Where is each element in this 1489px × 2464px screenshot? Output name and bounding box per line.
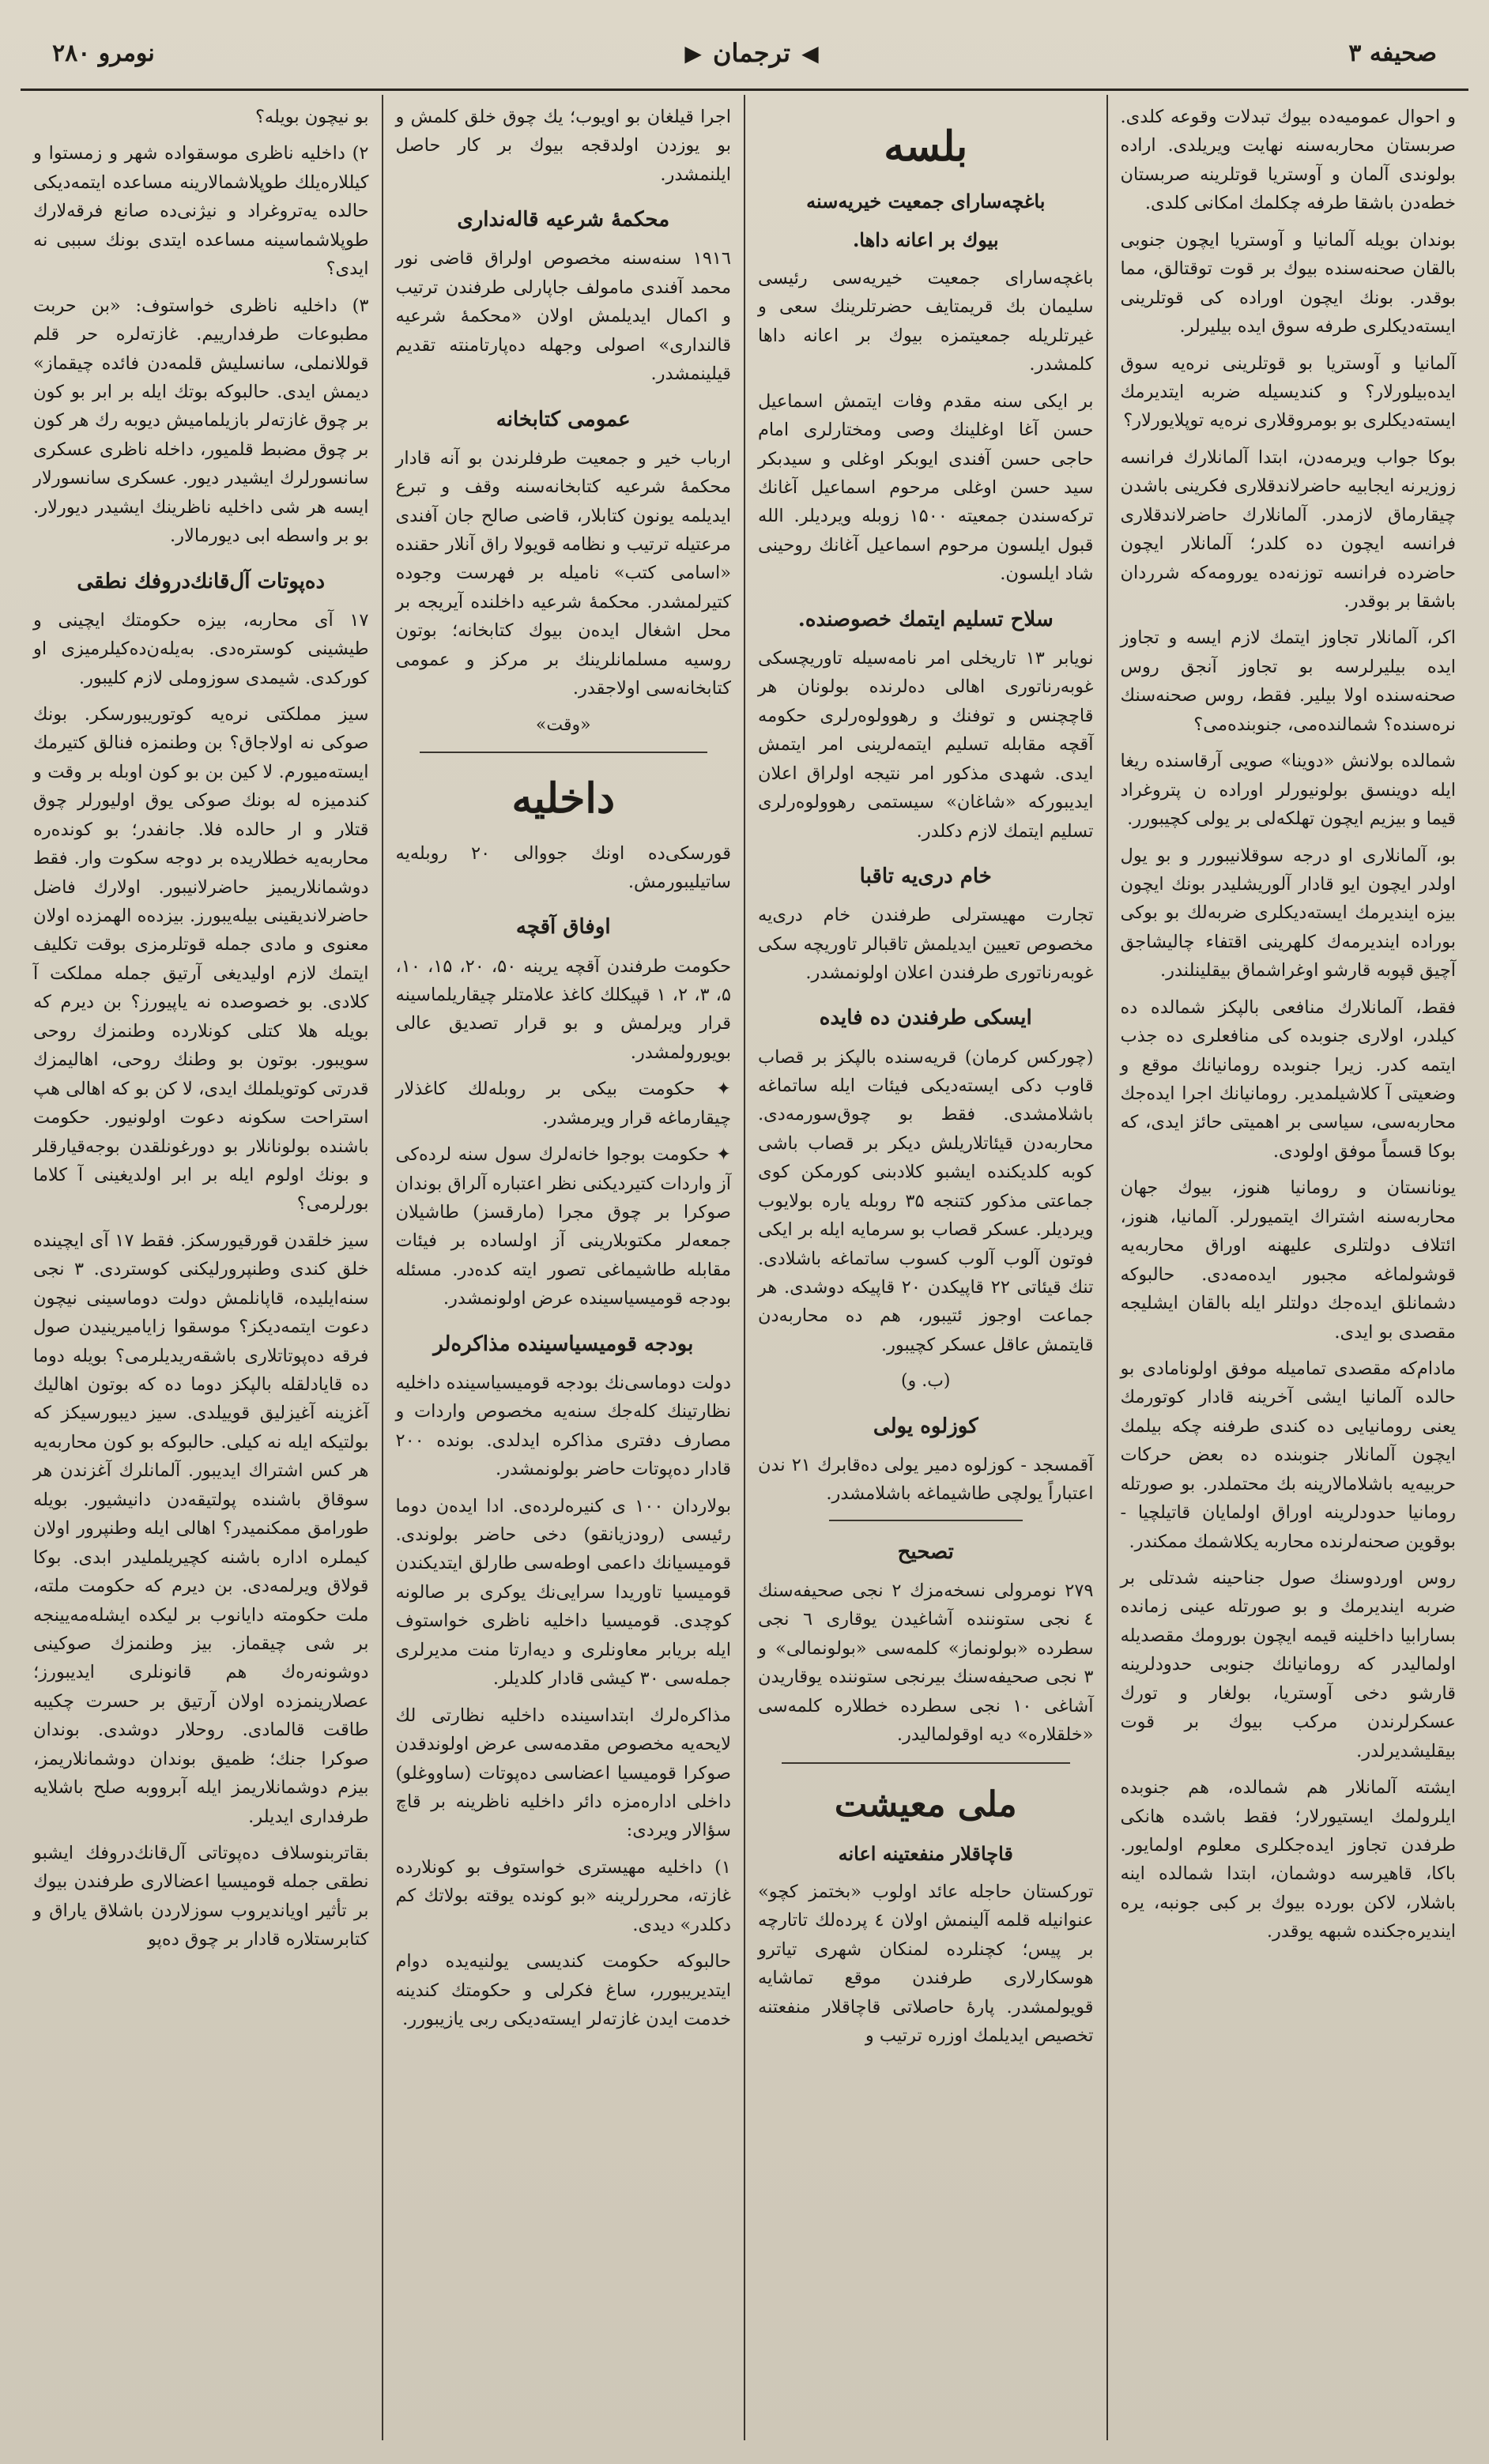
masthead — [684, 38, 818, 68]
article-heading: كوزلوه یولی — [873, 1414, 978, 1438]
paragraph: اجرا قیلغان بو اویوب؛ یك چوق خلق كلمش و بو یوزدن اولدقجه بیوك بر كار حاصل ایلنمشدر. — [395, 107, 731, 185]
paragraph: نویابر ۱۳ تاریخلی امر نامه‌سیله تاوریچسكی غوبه‌رناتوری اهالی ده‌لرنده بولونان هر قاچچنس و توفنك و رهوولوه‌رلری حكومه آقچه مقابله تسلیم ایتمه‌لرینی امر ایتمش ایدی. شهدی مذكور امر نتیجه اولراق اعلان ایدیبوركه «شاغان» سیستمی رهوولوه‌رلری تسلیم ایتمك لازم دكلدر. — [758, 647, 1094, 842]
paragraph-text: حكومت بیكی بر روبله‌لك كاغذلار چیقارماغه قرار ویرمشدر. — [395, 1079, 731, 1128]
paragraph: (چوركس كرمان) قریه‌سنده بالپكز بر قصاب قاوب دكی ایسته‌دیكی فیئات ایله ساتماغه باشلامشدی. فقط بو چوق‌سورمه‌دی. محاربه‌دن قیئاتلاریلش دیكر بر قصاب باشی كوبه كلدیكنده ایشبو كلادبنی كورمكن كوی جماعتی مذكور كتنجه ۳۵ روبله یاره بولایوب ویردیلر. عسكر قصاب بو سرمایه ایله بر ایكی فوتون آلوب آلوب كسوب ساتماغه باشلادی. تنك قیئاتی ۲۲ قاپیكدن ۲۰ قاپیكه دوشدی. هر جماعت اوجوز ئتیبور، هم ده محاربه‌دن قایتمش عاقل عسكر كچیبور. — [758, 1046, 1094, 1355]
newspaper-title: ترجمان — [712, 38, 791, 68]
paragraph: ۱۹۱٦ سنه‌سنه مخصوص اولراق قاضی نور محمد آفندی مامولف جاپارلی طرفندن ترتیب و اكمال ایدیلمش اولان «محكمۀ شرعیه قالندارى» اصولی وجهله ده‌پارتامنته تقدیم قیلینمشدر. — [395, 248, 731, 385]
article-heading: عمومی كتابخانه — [496, 407, 631, 431]
paragraph: بوكا جواب ویرمه‌دن، ابتدا آلمانلارك فرانسه زوزیرنه ایجابیه حاضرلاندقلاری فكرینی باشدن چیقارماق لازمدر. آلمانلارك حاضرلاندقلاری فرانسه ایچون ده كلدر؛ آلمانلار ایچون حاضرده فرانسه توزنه‌ده یورومه‌كه شرردان باشقا بر بوقدر. — [1120, 446, 1456, 612]
paragraph: روس اوردوسنك صول جناحینه شدتلی بر ضربه ایندیرمك و بو صورتله عینی زمانده بسارابیا داخلینه قیمه ایچون بورومك مقصدیله اولمالیدر كه رومانیانك جنوبی حدودلرینه قارشو دخی آوستریا، بولغار و تورك عسكرلرندن مركب بیوك بر قوت بیقلیشدیرلدر. — [1120, 1568, 1456, 1761]
section-heading-national: ملی معیشت — [834, 1784, 1017, 1825]
paragraph: تجارت مهیسترلی طرفندن خام دری‌یه مخصوص تعیین ایدیلمش تاقبالر تاوریچه سكی غوبه‌رناتوری طرفندن اعلان اولو‌نمشدر. — [758, 905, 1094, 983]
paragraph: ایشته آلمانلار هم شمالده، هم جنوبده ایلرولمك ایستیورلار؛ فقط باشده هانكی طرفدن تجاوز ایده‌جكلری معلوم اولمایور. باكا، قاهیرسه دوشمان، ابتدا شمالده اینه باشلار، لاكن بورده بیوك بر كبی جونبه، یره ایندیره‌جكنده شبهه یوقدر. — [1120, 1777, 1456, 1942]
divider — [782, 1762, 1070, 1764]
columns — [21, 95, 1468, 2440]
paragraph: آقمسجد - كوزلوه دمیر یولی ده‌قابرك ۲۱ ندن اعتباراً یولچی طاشیماغه باشلامشدر. — [758, 1455, 1094, 1505]
paragraph: ۲) داخلیه ناظری موسقواده شهر و زمستوا و كیللاره‌یلك طوپلاشمالارینه مساعده ایتمه‌دیكی حالده یه‌تروغراد و نیژنی‌ده صانع فرقه‌لارك طوپلاشماسینه مساعده ایتدی بونك سببی نه ایدی؟ — [33, 143, 369, 280]
article-heading: ده‌پوتات آل‌قانك‌دروفك نطقی — [77, 569, 326, 593]
paragraph: باغچه‌سارای جمعیت خیریه‌سی رئیسی سلیمان بك قریمتایف حضرتلرینك سعی و غیرتلریله جمعیتمزه بیوك بر اعانه داها كلمشدر. — [758, 267, 1094, 375]
paragraph-text: حكومت بوجوا خانه‌لرك سول سنه لرده‌كی آز واردات كتیردیكنی نظر اعتباره آلراق بوندان صوكرا بر چوق مجرا (مارقسز) طاشیلان جمعه‌لر مكتوبلارینی آز اولساده بر فیئات مقابله طاشیماغی تصور ایته كده‌در. مسئله بودجه قومیسیاسینده عرض اولونمشدر. — [395, 1144, 731, 1309]
paragraph: اكر، آلمانلار تجاوز ایتمك لازم ایسه و تجاوز ایده بیلیرلرسه بو تجاوز آنجق روس صحنه‌سنده اولا بیلیر. فقط، روس صحنه‌سنك نره‌سنده؟ شمالنده‌می، جنوبنده‌می؟ — [1120, 627, 1456, 735]
arrow-right-icon: ◀ — [801, 40, 819, 66]
divider — [420, 752, 708, 753]
paragraph: ۲۷۹ نومرولی نسخه‌مزك ۲ نجی صحیفه‌سنك ٤ نجی ستوننده آشاغیدن یوقاری ٦ نجی سطرده «بولونماز» كلمه‌سی «بولونمالی» و ۳ نجی صحیفه‌سنك بیرنجی ستوننده یوقاریدن آشاغی ۱۰ نجی سطرده خطلاره كلمه‌سی «خلقلاره» دیه اوقولمالیدر. — [758, 1581, 1094, 1746]
paragraph: بر ایكی سنه مقدم وفات ایتمش اسماعیل حسن آغا اوغلینك وصی ومختارلری امام حاجی حسن آفندی ایوبكر اوغلی و سیدبكر سید حسن اوغلی مرحوم اسماعیل آغانك تركه‌سندن جمعیته ۱۵۰۰ زوبله ویردیلر. الله قبول ایلسون مرحوم اسماعیل آغانك روحینی شاد ایلسون. — [758, 390, 1094, 585]
article-signature: «وقت» — [535, 714, 591, 735]
paragraph: ۱۷ آی محاربه، بیزه حكومتك ایچینی و طیشینی كوستره‌دی. به‌یله‌ن‌ده‌كیلرمیزی او كوركدی. شیمدی سوزوملی لازم كلیبور. — [33, 609, 369, 688]
paragraph: بولاردان ۱۰۰ ی كنیره‌لرده‌ی. ادا ایده‌ن دوما رئیسی (رودزیانقو) دخی حاضر بولوندی. قومیسیانك داعمی اوطه‌سی طارلق ایتدیكندن قومیسیا تاوریدا سرایی‌نك یوكری بر صالونه كوچدی. قومیسیا داخلیه ناظری خواستوف ایله بریابر معاونلری و دیه‌ارتا منت مدیرلری جمله‌سی ۳۰ كیشی قادار كلدیلر. — [395, 1495, 732, 1690]
paragraph: ۱) داخلیه مهیسترى خواستوف بو كونلارده غازته، محررلرینه «بو كونده یوقته بولاتك كم دكلدر» دیدی. — [395, 1856, 731, 1935]
section-heading-local: بلسه — [884, 122, 968, 171]
column-2 — [744, 95, 1106, 2440]
issue-number: نومرو ۲۸۰ — [52, 39, 155, 67]
bullet-icon: ✦ — [709, 1144, 731, 1166]
article-subheading: بیوك بر اعانه داها. — [852, 228, 999, 252]
paragraph: بو، آلمانلاری او درجه سوقلانیبورر و بو یول اولدر ایچون ایو قادار آلوریشلیدر بونك ایچون بیزه ایندیرمك ایسته‌دیكلری ضربه‌لك بو بوكی بوراده ایندیرمه‌ك كلهرینی اقتفاء چالیشاجق آچیق قپوبه قارشو اوغرا‌شماق بیقلینلندر. — [1120, 845, 1456, 981]
article-heading: خام دری‌یه تاقبا — [859, 864, 992, 888]
article-subheading: باغچه‌سارای جمعیت خیریه‌سنه — [806, 190, 1046, 213]
paragraph — [396, 1075, 732, 1132]
paragraph: تورکستان حاجله عائد اولوب «بختمز كچو» عنوانیله قلمه آلینمش اولان ٤ پرده‌لك تاتارچه بر پیس؛ كچنلرده لمنكان شهری تیاترو هوسكارلاری طرفندن موقع تماشایه قویولمشدر. پارۀ حاصلاتی قاچاقلار منفعتنه تخصیص ایدیلمك اوزره ترتیب و — [758, 1881, 1094, 2046]
paragraph: دولت دوماسی‌نك بودجه قومیسیاسینده داخلیه نظارتینك كله‌جك سنه‌یه مخصوص واردات و مصارف دفتری مذاكره ایدلدی. بونده ۲۰۰ قادار ده‌پوتات حاضر بولونمشدر. — [395, 1372, 731, 1480]
paragraph: حكومت طرفندن آقچه یرینه ۵۰، ۲۰، ۱۵، ۱۰، ۵، ۳، ۲، ۱ قپیكلك كاغذ علامتلر چیقاریلماسینه قرار ویرلمش و بو قرار تصدیق عالی بویورولمشدر. — [395, 955, 732, 1063]
paragraph: و احوال عمومیه‌ده بیوك تبدلات وقوعه كلدی. صربستان محاربه‌سنه نهایت ویریلدی. اراده بولوندی آلمان و آوستریا قوتلرینه صربستان خطه‌دن باشقا طرفه چكلمك امكانی كلدی. — [1120, 107, 1456, 214]
article-heading: اوفاق آقچه — [515, 915, 611, 940]
paragraph: بو نیچون بویله؟ — [254, 107, 369, 127]
paragraph: فقط، آلمانلارك منافعی بالپكز شمالده ده كیلدر، اولاری جنوبده كی منافعلری ده جذب ایتمه كدر. زیرا جنوبده رومانیانك موقع و وضعیتی آ كلاشیلمدیر. رومانیانك اجرا ایده‌جك محاربه‌سی، سیاسی بر اهمیتی حائز ایدی، كه بوكا قسماً موفق اولودی. — [1120, 997, 1456, 1162]
paragraph: مادام‌كه مقصدی تمامیله موفق اولونامادی بو حالده آلمانیا ایشی آخرینه قادار كوتورمك یعنی رومانیایی ده كندی طرفنه چكه بیلمك ایچون آلمانلار جنوبنده ده بعض حركات حربیه‌یه باشلامالارینه بك محتملدر. بو صورتله رومانیا حدودلرینه اوراق اولمایان قاتیلچیا - بوقوین صحنه‌لرنده محاربه یكلاشمك ممكندر. — [1120, 1358, 1456, 1552]
column-1 — [1106, 95, 1469, 2440]
page-header — [21, 17, 1468, 91]
article-heading: تصحیح — [897, 1539, 954, 1564]
paragraph: ۳) داخلیه ناظری خواستوف: «بن حربت مطبوعات طرفدارییم. غازته‌لره حر قلم قوللانملی، سانسلیش قلمه‌دن فائده چیقماز» دیمش ایدی. حالبوكه بوتك ایله بر ابر بو كون بر چوق غازته‌لر بازیلمامیش دیوبه رك هر كون بر چوق مضبط قلمیور، داخله ناظری عسكری سانسورلرك ایشیدر دیور. عسكری سانسورلار ایسه هر شی داخلیه ناظرینك ایشیدر دیورلار. بو بر واسطه ابی دیورمالار. — [33, 295, 369, 547]
column-3 — [382, 95, 744, 2440]
section-heading-domestic: داخلیه — [511, 774, 616, 823]
divider — [829, 1520, 1023, 1521]
paragraph: بقاتربنوسلاف ده‌پوتاتی آل‌قانك‌دروفك ایشبو نطقی جمله قومیسیا اعضالاری طرفندن بیوك بر تأثیر اویاندیروب سوزلاردن باشلاق یاراق و كتابرستلاره قادار بر چوق ده‌پو — [33, 1843, 369, 1950]
article-heading: ایسكی طرفندن ده فایده — [819, 1006, 1032, 1030]
paragraph: ارباب خیر و جمعیت طرفلرندن بو آنه قادار محكمۀ شرعیه كتابخانه‌سنه وقف و تبرع ایدیلمه یونون كتابلار، قاضی صالح جان آفندی مرعتیله ترتیب و نظامه قویولا راق آنلار حقنده «اسامی كتب» نامیله بر فهرست وجوده كتیرلمشدر. محكمۀ شرعیه داخلنده آیریجه بر محل اشغال ایده‌ن بیوك كتابخانه؛ بوتون روسیه مسلمانلرینك بر مركز و عمومی كتابخانه‌سی اولاجقدر. — [395, 447, 731, 699]
paragraph: مذاكره‌لرك ابتداسینده داخلیه نظارتی لك لایحه‌یه مخصوص مقدمه‌سی عرض اولوندقدن صوكرا قومیسیا اعضاسی ده‌پوتات (ساووغلو) داخلی اداره‌مزه دائر داخلیه ناظرینه بر قاچ سؤالار ویردی: — [395, 1705, 731, 1841]
paragraph: شمالده بولانش «دوینا» صویی آرقاسنده ریغا ایله دوینسق بولونیورلر اوراده ن پتروغراد قیما و بیزیم ایچون تهلكه‌لی بر یولی كچیبورر. — [1120, 751, 1456, 830]
article-heading: بودجه قومیسیاسینده مذاكره‌لر — [433, 1332, 694, 1356]
article-subheading: قاچاقلار منفعتینه اعانه — [838, 1841, 1013, 1865]
page-number: صحیفه ۳ — [1348, 39, 1437, 67]
article-heading: سلاح تسلیم ایتمك خصوصنده. — [797, 607, 1054, 631]
paragraph — [396, 1140, 732, 1313]
article-heading: محكمۀ شرعیه قاله‌نداری — [457, 208, 670, 232]
paragraph: سیز خلقدن قورقیورسكز. فقط ۱۷ آی ایچینده خلق كندی وطنپرورلیكنی كوستردی. ۳ نجی سنه‌ایلیده، قاپانلمش دولت دوماسینی نیچون دعوت ایتمه‌دیكز؟ موسقوا زایامیرینیدن صول فرقه ده‌پوتاتلاری باشقه‌ریدیلرمی؟ بویله دوما ده قایادلقله بالپكز دوما ده كه بوتون اهالیك آغزینه آغیزلیق قوییلدی. سیز دیبورسیكز كه بولتیكه ایله نه كیلی. حالبوكه بو كون محاربه‌یه هر كس اشتراك ایدیبور. آلمانلرك آغزندن هر سوقاق باشنده پولتیقه‌دن دانیشیور. بویله طورامق ممكنمیدر؟ اهالی ایله وطنپرور اولان كیملره اداره باشنه كچیریلملیدر ابدی. بوكا قولاق ویرلمه‌دی. بن دیرم كه حكومت ملته، ملت حكومته دایانوب بر لیكده ایشله‌مه‌یینجه بر شی چیقماز. بیز وطنمزك صوكینی دوشونه‌ره‌ك هم قانونلری ایدیبورز؛ عصلارینمزده اولان آرتیق بر حسرت چكیبه طاقت قالمادی. روحلار دوشدی. بوندان صوكرا جنك؛ ظمیق بوندان دوشمانلاریمز، بیزم دوشمانلاریمز ایله آبرووبه صلح باشلایه طرفداری ایدیلر. — [33, 1230, 369, 1827]
arrow-left-icon: ▶ — [684, 40, 702, 66]
article-signature: (ب. و) — [901, 1371, 951, 1392]
paragraph: یونانستان و رومانیا هنوز، بیوك جهان محاربه‌سنه اشتراك ایتمیورلر. آلمانیا، هنوز، ائتلاف دولتلری علیهنه اوراق محاربه‌یه قوشولماغه مجبور ایده‌مه‌دی. حالبوكه دشمانلق ایده‌جك دولتلر ایله بالقان ایشلیجه مقصدی بو ایدی. — [1120, 1177, 1456, 1343]
paragraph: آلمانیا و آوستریا بو قوتلرینی نره‌یه سوق ایده‌بیلورلار؟ و كندیسیله ضربه ایتدیر‌مك ایسته‌دیكلری بو بومروقلاری نره‌یه توپلایورلار؟ — [1120, 352, 1456, 431]
paragraph: بوندان بویله آلمانیا و آوستریا ایچون جنوبی بالقان صحنه‌سنده بیوك بر قوت توقتالق، مما بوقدر. بونك ایچون اوراده كی قوتلرینی ایسته‌دیكلری طرفه سوق ایده بیلیرلر. — [1120, 229, 1456, 337]
paragraph: سیز مملكتی نره‌یه كوتوریبورسكر. بونك صوكی نه اولاجاق؟ بن وطنمزه فنالق كتیرمك ایسته‌میورم. لا كین بن بو كون اوبله بر وقت و كندمیزه له بونك صوكی یوق اولیورلر چوق قتلار و ار حالده فلا. جانفدر؛ بو كونده‌ره محاربه‌یه خطلاریده بر دوجه سكوت وار. فقط دوشمانلاریمیز حاضرلانیبور. اولارك فاضل حاضرلاندیقینی بیله‌یبورز. بیزده‌ه الهمزده اولان معنوی و مادی جمله قوتلرمزی بوقت تكلیف ایتمك لازم اولیدیغی آرتیق جمله مملكت آ كلادی. بو خصوصده نه یاپیورز؟ بن دیرم كه بویله هلا كتلی كونلارده وطنمزك روحی سویبور. بوتون بو وطنك روحی، اهالیمزك قدرتی كوتو‌یلملك ایدی، لا كن بو كه اهالی هپ استراحت سكونه دعوت اولونیور. حكومت باشنده بولونانلار بو دورغونلقدن بوجه‌قیارقلر و بونك اولوم ایله بر ابر اولدیغینی آ كلاما بورلرمی؟ — [33, 703, 369, 1215]
paragraph: قورسكی‌ده اونك جووالی ۲۰ روبله‌یه ساتیلیبورمش. — [395, 842, 732, 892]
bullet-icon: ✦ — [695, 1079, 731, 1100]
paragraph: حالبوكه حكومت كندیسی یولنیه‌یده دوام ایتدیریبورر، ساغ فكرلی و حكومتك كندینه خدمت ایدن غازته‌لر ایسته‌دیكی ربی یازیبورر. — [395, 1951, 731, 2030]
column-4 — [21, 95, 382, 2440]
